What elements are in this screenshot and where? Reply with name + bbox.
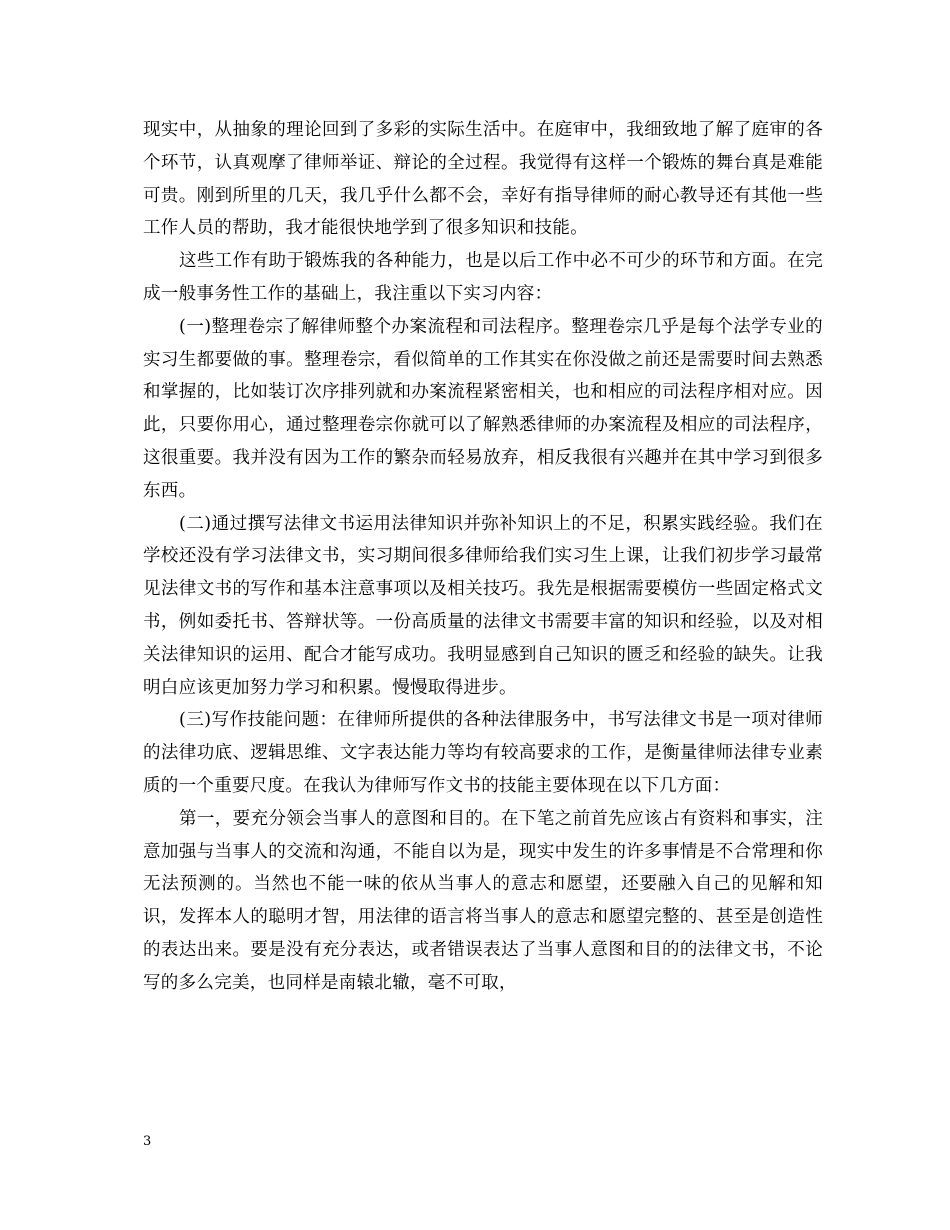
paragraph-4: (二)通过撰写法律文书运用法律知识并弥补知识上的不足，积累实践经验。我们在学校还没有学习法律文书，实习期间很多律师给我们实习生上课，让我们初步学习最常见法律文书的写作和基本注意事项以及相关技巧。我先是根据需要模仿一些固定格式文书，例如委托书、答辩状等。一份高质量的法律文书需要丰富的知识和经验，以及对相关法律知识的运用、配合才能写成功。我明显感到自己知识的匮乏和经验的缺失。让我明白应该更加努力学习和积累。慢慢取得进步。 (143, 513, 823, 698)
paragraph-5: (三)写作技能问题：在律师所提供的各种法律服务中，书写法律文书是一项对律师的法律功底、逻辑思维、文字表达能力等均有较高要求的工作，是衡量律师法律专业素质的一个重要尺度。在我认为律师写作文书的技能主要体现在以下几方面： (143, 710, 823, 796)
paragraph-3: (一)整理卷宗了解律师整个办案流程和司法程序。整理卷宗几乎是每个法学专业的实习生都要做的事。整理卷宗，看似简单的工作其实在你没做之前还是需要时间去熟悉和掌握的，比如装订次序排列就和办案流程紧密相关，也和相应的司法程序相对应。因此，只要你用心，通过整理卷宗你就可以了解熟悉律师的办案流程及相应的司法程序，这很重要。我并没有因为工作的繁杂而轻易放弃，相反我很有兴趣并在其中学习到很多东西。 (143, 316, 823, 501)
paragraph-6: 第一，要充分领会当事人的意图和目的。在下笔之前首先应该占有资料和事实，注意加强与当事人的交流和沟通，不能自以为是，现实中发生的许多事情是不合常理和你无法预测的。当然也不能一味的依从当事人的意志和愿望，还要融入自己的见解和知识，发挥本人的聪明才智，用法律的语言将当事人的意志和愿望完整的、甚至是创造性的表达出来。要是没有充分表达，或者错误表达了当事人意图和目的的法律文书，不论写的多么完美，也同样是南辕北辙，毫不可取， (143, 808, 823, 993)
paragraph-2: 这些工作有助于锻炼我的各种能力，也是以后工作中必不可少的环节和方面。在完成一般事务性工作的基础上，我注重以下实习内容： (143, 251, 823, 304)
page-number: 3 (143, 1134, 152, 1149)
paragraph-1: 现实中，从抽象的理论回到了多彩的实际生活中。在庭审中，我细致地了解了庭审的各个环节，认真观摩了律师举证、辩论的全过程。我觉得有这样一个锻炼的舞台真是难能可贵。刚到所里的几天，我几乎什么都不会，幸好有指导律师的耐心教导还有其他一些工作人员的帮助，我才能很快地学到了很多知识和技能。 (143, 120, 823, 239)
body-text (143, 114, 823, 1000)
